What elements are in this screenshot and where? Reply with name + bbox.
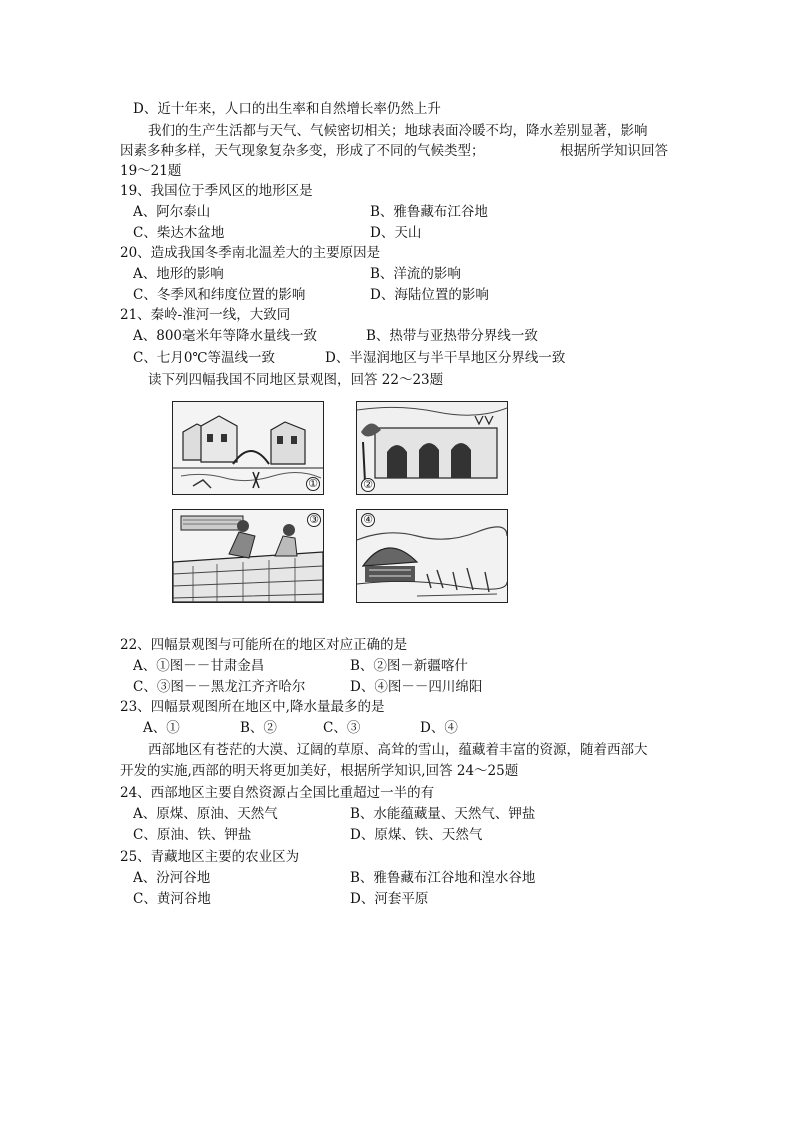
question-24: 24、西部地区主要自然资源占全国比重超过一半的有	[120, 785, 435, 801]
intro-paragraph-1a: 我们的生产生活都与天气、气候密切相关；地球表面冷暖不均，降水差别显著，影响	[148, 123, 648, 139]
q21-option-b: B、热带与亚热带分界线一致	[366, 328, 538, 344]
landscape-panel-1	[172, 401, 324, 495]
option-d-prev: D、近十年来，人口的出生率和自然增长率仍然上升	[133, 101, 441, 117]
landscape-panel-2	[356, 401, 508, 495]
q24-option-c: C、原油、铁、钾盐	[133, 827, 252, 843]
q22-option-b: B、②图－新疆喀什	[350, 658, 468, 674]
q19-option-c: C、柴达木盆地	[133, 225, 225, 241]
q20-option-c: C、冬季风和纬度位置的影响	[133, 287, 306, 303]
question-19: 19、我国位于季风区的地形区是	[120, 183, 313, 199]
panel-number-4: ④	[361, 513, 375, 527]
q23-option-d: D、④	[420, 720, 458, 736]
q25-option-a: A、汾河谷地	[133, 870, 211, 886]
landscape-panel-3	[172, 509, 324, 603]
q24-option-a: A、原煤、原油、天然气	[133, 806, 278, 822]
q24-option-d: D、原煤、铁、天然气	[350, 827, 483, 843]
panel-number-2: ②	[361, 478, 375, 492]
question-23: 23、四幅景观图所在地区中,降水量最多的是	[120, 699, 385, 715]
panel-number-3: ③	[307, 513, 321, 527]
q19-option-d: D、天山	[370, 225, 422, 241]
q19-option-a: A、阿尔泰山	[133, 204, 211, 220]
q20-option-d: D、海陆位置的影响	[370, 287, 489, 303]
q21-option-a: A、800毫米年等降水量线一致	[133, 328, 318, 344]
q20-option-b: B、洋流的影响	[370, 266, 461, 282]
landscape-panel-4	[356, 509, 508, 603]
question-22: 22、四幅景观图与可能所在的地区对应正确的是	[120, 637, 408, 653]
q22-option-c: C、③图－－黑龙江齐齐哈尔	[133, 679, 306, 695]
panel-number-1: ①	[306, 477, 320, 491]
intro-paragraph-1b: 因素多种多样，天气现象复杂多变，形成了不同的气候类型；	[120, 143, 485, 159]
figure-instruction: 读下列四幅我国不同地区景观图，回答 22～23题	[148, 372, 444, 388]
intro-paragraph-1b2: 根据所学知识回答	[560, 143, 668, 159]
q20-option-a: A、地形的影响	[133, 266, 224, 282]
q22-option-a: A、①图－－甘肃金昌	[133, 658, 265, 674]
q25-option-d: D、河套平原	[350, 891, 429, 907]
q19-option-b: B、雅鲁藏布江谷地	[370, 204, 488, 220]
q25-option-c: C、黄河谷地	[133, 891, 211, 907]
q23-option-a: A、①	[143, 720, 180, 736]
q25-option-b: B、雅鲁藏布江谷地和湟水谷地	[350, 870, 536, 886]
q21-option-c: C、七月0℃等温线一致	[133, 350, 276, 366]
question-20: 20、造成我国冬季南北温差大的主要原因是	[120, 245, 381, 261]
q21-option-d: D、半湿润地区与半干旱地区分界线一致	[325, 350, 566, 366]
question-25: 25、青藏地区主要的农业区为	[120, 849, 300, 865]
question-21: 21、秦岭-淮河一线，大致同	[120, 307, 291, 323]
q22-option-d: D、④图－－四川绵阳	[350, 679, 483, 695]
intro-paragraph-2b: 开发的实施,西部的明天将更加美好，根据所学知识,回答 24～25题	[120, 763, 519, 779]
intro-paragraph-2a: 西部地区有苍茫的大漠、辽阔的草原、高耸的雪山，蕴藏着丰富的资源，随着西部大	[148, 742, 648, 758]
q23-option-b: B、②	[240, 720, 277, 736]
intro-paragraph-1c: 19～21题	[120, 163, 182, 179]
q23-option-c: C、③	[323, 720, 361, 736]
q24-option-b: B、水能蕴藏量、天然气、钾盐	[350, 806, 536, 822]
